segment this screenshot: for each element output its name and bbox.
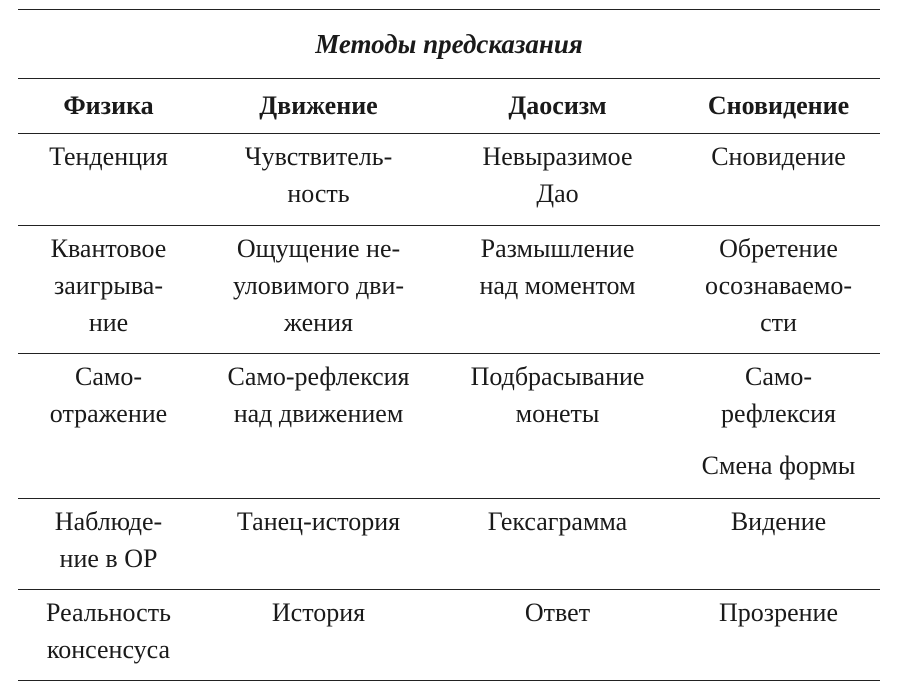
prediction-methods-table xyxy=(18,9,880,681)
table-row xyxy=(18,226,880,354)
cell-line: ность xyxy=(287,179,350,208)
cell-line: Чувствитель- xyxy=(244,142,393,171)
cell-line: Тенденция xyxy=(49,142,168,171)
table-container xyxy=(18,9,880,681)
cell-line: Прозрение xyxy=(719,598,838,627)
cell-line: над движением xyxy=(233,399,404,428)
cell-line: Танец-история xyxy=(236,507,401,536)
cell-line: Смена формы xyxy=(701,451,856,480)
cell-line: рефлексия xyxy=(721,399,836,428)
cell-dreaming xyxy=(677,354,880,499)
cell-line: Размышление xyxy=(480,234,635,263)
cell-physics xyxy=(18,134,199,226)
title-row xyxy=(18,10,880,79)
cell-line: Само- xyxy=(75,362,142,391)
table-row xyxy=(18,499,880,590)
cell-movement xyxy=(199,499,438,590)
cell-movement xyxy=(199,354,438,499)
cell-physics xyxy=(18,226,199,354)
cell-taoism xyxy=(438,134,677,226)
cell-line: консенсуса xyxy=(46,635,171,664)
cell-movement xyxy=(199,134,438,226)
table-row xyxy=(18,134,880,226)
cell-physics xyxy=(18,590,199,681)
cell-line: монеты xyxy=(515,399,600,428)
cell-taoism xyxy=(438,354,677,499)
cell-movement xyxy=(199,590,438,681)
cell-line: заигрыва- xyxy=(54,271,163,300)
cell-line: сти xyxy=(760,308,797,337)
cell-line: Невыразимое xyxy=(482,142,633,171)
table-row xyxy=(18,590,880,681)
header-physics: Физика xyxy=(18,79,199,134)
cell-line: осознаваемо- xyxy=(704,271,853,300)
header-taoism: Даосизм xyxy=(438,79,677,134)
cell-line: ние в ОР xyxy=(59,544,158,573)
cell-line: Гексаграмма xyxy=(487,507,628,536)
header-dreaming: Сновидение xyxy=(677,79,880,134)
table-row xyxy=(18,354,880,499)
cell-physics xyxy=(18,499,199,590)
cell-line: Квантовое xyxy=(50,234,167,263)
cell-line: уловимого дви- xyxy=(232,271,405,300)
cell-taoism xyxy=(438,226,677,354)
cell-dreaming xyxy=(677,590,880,681)
table-title: Методы предсказания xyxy=(18,10,880,79)
cell-line: жения xyxy=(284,308,353,337)
cell-line: История xyxy=(271,598,366,627)
cell-line: ние xyxy=(88,308,129,337)
cell-line: Ответ xyxy=(524,598,591,627)
cell-line: Дао xyxy=(536,179,579,208)
cell-line: Подбрасывание xyxy=(470,362,645,391)
cell-line: Реальность xyxy=(46,598,171,627)
cell-dreaming xyxy=(677,226,880,354)
cell-line: отражение xyxy=(49,399,168,428)
cell-gap xyxy=(677,432,880,447)
cell-line: Само-рефлексия xyxy=(227,362,410,391)
cell-physics xyxy=(18,354,199,499)
cell-line: Само- xyxy=(745,362,813,391)
cell-dreaming xyxy=(677,499,880,590)
cell-taoism xyxy=(438,499,677,590)
cell-line: Сновидение xyxy=(711,142,846,171)
header-row xyxy=(18,79,880,134)
cell-line: над моментом xyxy=(479,271,636,300)
cell-line: Наблюде- xyxy=(54,507,163,536)
cell-dreaming xyxy=(677,134,880,226)
cell-movement xyxy=(199,226,438,354)
cell-line: Видение xyxy=(730,507,827,536)
cell-taoism xyxy=(438,590,677,681)
cell-line: Обретение xyxy=(719,234,838,263)
cell-line: Ощущение не- xyxy=(236,234,401,263)
header-movement: Движение xyxy=(199,79,438,134)
